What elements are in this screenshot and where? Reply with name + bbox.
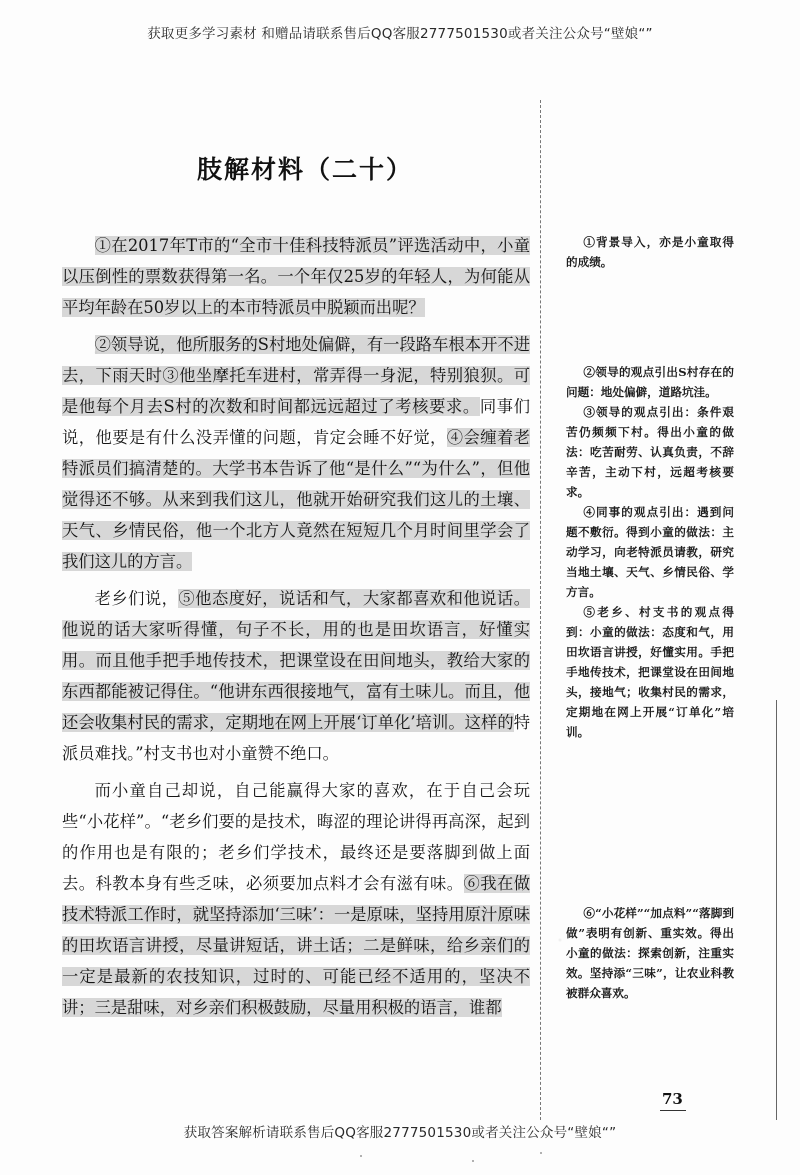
highlighted-text: ②领导说，他所服务的S村地处偏僻，有一段路车根本开不进去，下雨天时 [62, 335, 530, 385]
highlighted-text: ⑤他态度好，说话和气，大家都喜欢和他说话。他说的话大家听得懂，句子不长，用的也是田坎语言，好懂实用。而且他手把手地传技术，把课堂设在田间地头，教给大家的东西都能被记得住。“他讲东西很接地气，富有土味儿。而且，他还会收集村民的需求，定期地在网上开展‘订单化’培训。这样的 [62, 589, 530, 732]
margin-note-3 [566, 903, 734, 1003]
annotation-item: ③领导的观点引出：条件艰苦仍频频下村。得出小童的做法：吃苦耐劳、认真负责，不辞辛苦，主动下村，远超考核要求。 [566, 405, 734, 499]
body-text-segment: 特派员难找。”村支书也对小童赞不绝口。 [62, 713, 530, 763]
annotation-item: ②领导的观点引出S村存在的问题：地处偏僻，道路坑洼。 [566, 365, 734, 399]
bottom-banner: 获取答案解析请联系售后QQ客服2777501530或者关注公众号“壁娘“” [183, 1125, 617, 1141]
highlighted-text: ⑥我在做技术特派工作时，就坚持添加‘三味’：一是原味，坚持用原汁原味的田坎语言讲授，尽量讲短话，讲土话；二是鲜味，给乡亲们的一定是最新的农技知识，过时的、可能已经不适用的，坚决不讲；三是甜味，对乡亲们积极鼓励，尽量用积极的语言，谁都 [62, 874, 530, 1017]
body-text-segment: 同事们说，他要是有什么没弄懂的问题，肯定会睡不好觉， [62, 397, 530, 447]
top-banner: 获取更多学习素材 和赠品请联系售后QQ客服2777501530或者关注公众号“壁娘“” [147, 26, 653, 42]
body-text [62, 230, 530, 1029]
highlighted-text: ④会缠着老特派员们搞清楚的。大学书本告诉了他“是什么”“为什么”，但他觉得还不够。从来到我们这儿，他就开始研究我们这儿的土壤、天气、乡情民俗，他一个北方人竟然在短短几个月时间里学会了我们这儿的方言。 [62, 428, 530, 571]
highlighted-text: ③他坐摩托车进村，常弄得一身泥，特别狼狈。可是他每个月去S村的次数和时间都远远超过了考核要求。 [62, 366, 530, 416]
scan-speck [540, 1152, 542, 1154]
page-title: 肢解材料（二十） [196, 155, 413, 184]
margin-note-1 [566, 232, 734, 272]
page-number-underline [660, 1110, 686, 1111]
scan-speck [360, 1155, 362, 1157]
annotation-item: ⑥“小花样”“加点料”“落脚到做”表明有创新、重实效。得出小童的做法：探索创新，注重实效。坚持添“三味”，让农业科教被群众喜欢。 [566, 906, 734, 1000]
page-number: 73 [662, 1090, 683, 1108]
body-text-segment: 老乡们说， [94, 589, 179, 608]
body-paragraph [62, 583, 530, 769]
highlighted-text: ①在2017年T市的“全市十佳科技特派员”评选活动中，小童以压倒性的票数获得第一名。一个年仅25岁的年轻人，为何能从平均年龄在50岁以上的本市特派员中脱颖而出呢？ [62, 236, 530, 317]
annotation-item: ⑤老乡、村支书的观点得到：小童的做法：态度和气，用田坎语言讲授，好懂实用。手把手地传技术，把课堂设在田间地头，接地气；收集村民的需求，定期地在网上开展“订单化”培训。 [566, 605, 734, 739]
scan-speck [472, 1160, 474, 1162]
body-text-segment: 而小童自己却说，自己能赢得大家的喜欢，在于自己会玩些“小花样”。“老乡们要的是技术，晦涩的理论讲得再高深，起到的作用也是有限的；老乡们学技术，最终还是要落脚到做上面去。科教本身有些乏味，必须要加点料才会有滋有味。 [62, 781, 530, 893]
margin-divider [540, 100, 541, 1120]
annotation-item: ④同事的观点引出：遇到问题不敷衍。得到小童的做法：主动学习，向老特派员请教，研究当地土壤、天气、乡情民俗、学方言。 [566, 505, 734, 599]
body-paragraph [62, 775, 530, 1023]
body-paragraph [62, 230, 530, 323]
page-edge-line [776, 700, 777, 1120]
margin-note-2 [566, 362, 734, 742]
body-paragraph [62, 329, 530, 577]
annotation-item: ①背景导入，亦是小童取得的成绩。 [566, 235, 734, 269]
